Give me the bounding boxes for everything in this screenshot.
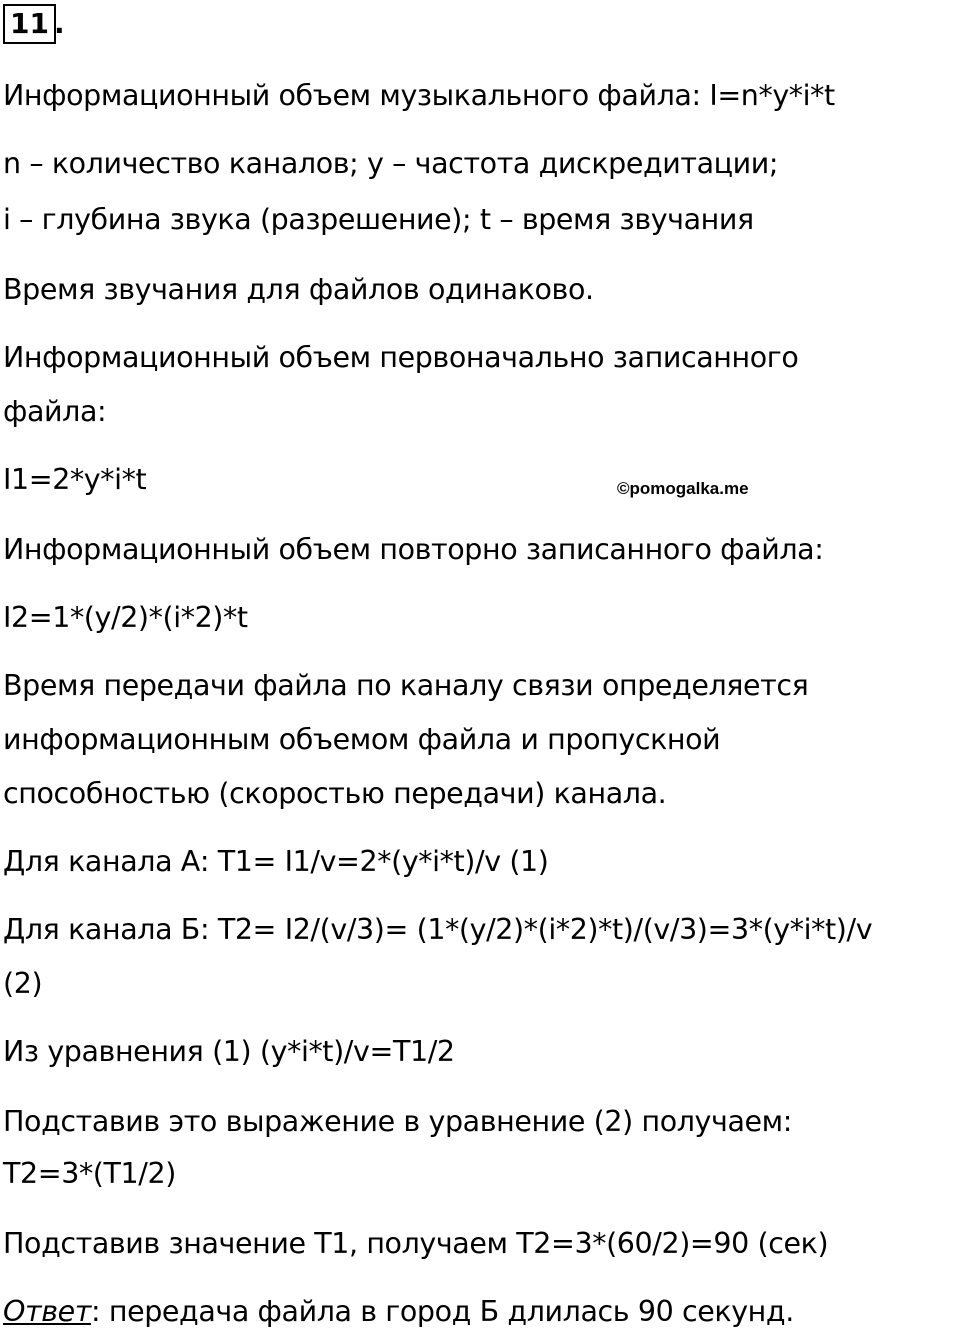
task-number: 11 [10,7,49,40]
task-number-dot: . [54,7,65,40]
formula-intro-line: Информационный объем музыкального файла: I=n*y*i*t [3,79,835,112]
second-file-heading: Информационный объем повторно записанного файла: [3,533,824,566]
equal-time-line: Время звучания для файлов одинаково. [3,273,594,306]
equation-1-rearranged: Из уравнения (1) (y*i*t)/v=T1/2 [3,1035,455,1068]
channel-b-equation: Для канала Б: T2= I2/(v/3)= (1*(y/2)*(i*2)*t)/(v/3)=3*(y*i*t)/v [3,913,873,946]
first-file-formula: I1=2*y*i*t [3,463,147,496]
answer-line [3,1292,794,1332]
channel-a-equation: Для канала А: T1= I1/v=2*(y*i*t)/v (1) [3,845,549,878]
task-number-box [3,4,56,44]
answer-label: Ответ [3,1295,91,1328]
first-file-heading-line-2: файла: [3,395,107,428]
substitution-line-1: Подставив это выражение в уравнение (2) получаем: [3,1105,792,1138]
answer-text: : передача файла в город Б длилась 90 секунд. [90,1295,794,1328]
watermark: ©pomogalka.me [617,479,749,498]
transfer-explanation-line-3: способностью (скоростью передачи) канала. [3,777,667,810]
second-file-formula: I2=1*(y/2)*(i*2)*t [3,601,248,634]
transfer-explanation-line-2: информационным объемом файла и пропускной [3,723,721,756]
channel-b-equation-number: (2) [3,967,43,1000]
final-calculation: Подставив значение T1, получаем T2=3*(60/2)=90 (сек) [3,1227,829,1260]
variables-line-2: i – глубина звука (разрешение); t – время звучания [3,203,754,236]
first-file-heading-line-1: Информационный объем первоначально записанного [3,341,799,374]
substitution-line-2: T2=3*(T1/2) [3,1157,176,1190]
transfer-explanation-line-1: Время передачи файла по каналу связи определяется [3,669,809,702]
variables-line-1: n – количество каналов; y – частота дискредитации; [3,147,779,180]
